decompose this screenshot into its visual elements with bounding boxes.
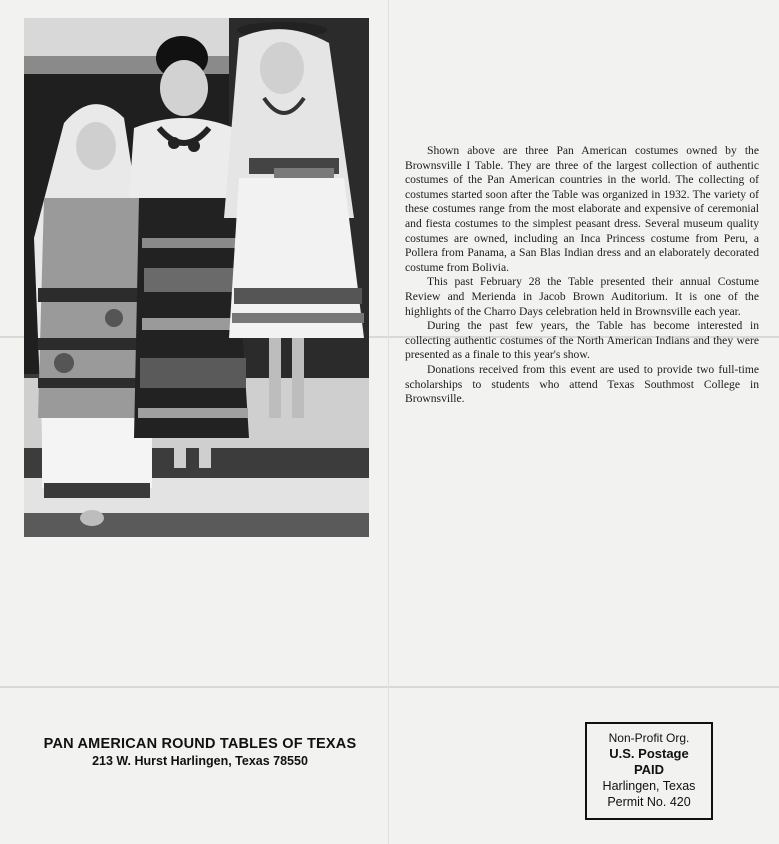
organization-address: 213 W. Hurst Harlingen, Texas 78550	[92, 754, 308, 768]
article-paragraph-1: Shown above are three Pan American costumes owned by the Brownsville I Table. They are three of the largest collection of authentic costumes of the Pan American countries in the world. The collecting of costumes started soon after the Table was organized in 1932. The variety of these costumes range from the most elaborate and expensive of ceremonial and fiesta costumes to the simplest peasant dress. Several museum quality costumes are owned, including an Inca Princess costume from Peru, a Pollera from Panama, a San Blas Indian dress and an elaborately decorated costume from Bolivia.	[405, 144, 759, 274]
postage-line-permit: Permit No. 420	[607, 795, 691, 809]
postage-line-nonprofit: Non-Profit Org.	[608, 731, 690, 745]
article-paragraph-3: During the past few years, the Table has become interested in collecting authentic costumes of the North American Indians and they were presented as a finale to this year's show.	[405, 319, 759, 362]
fold-line-vertical	[388, 0, 389, 844]
article-text	[405, 144, 759, 407]
three-women-costumes-illustration	[24, 18, 369, 537]
postage-indicia	[585, 722, 713, 820]
article-paragraph-2: This past February 28 the Table presented their annual Costume Review and Merienda in Jacob Brown Auditorium. It is one of the highlights of the Charro Days celebration held in Brownsville each year.	[405, 275, 759, 318]
fold-line-bottom	[0, 686, 779, 688]
return-address	[20, 736, 380, 768]
postage-line-paid: PAID	[633, 762, 665, 777]
organization-name: PAN AMERICAN ROUND TABLES OF TEXAS	[43, 736, 357, 752]
postage-line-city: Harlingen, Texas	[602, 779, 696, 793]
costume-photo	[24, 18, 369, 537]
postage-line-us-postage: U.S. Postage	[609, 746, 689, 761]
article-paragraph-4: Donations received from this event are used to provide two full-time scholarships to students who attend Texas Southmost College in Brownsville.	[405, 362, 759, 406]
